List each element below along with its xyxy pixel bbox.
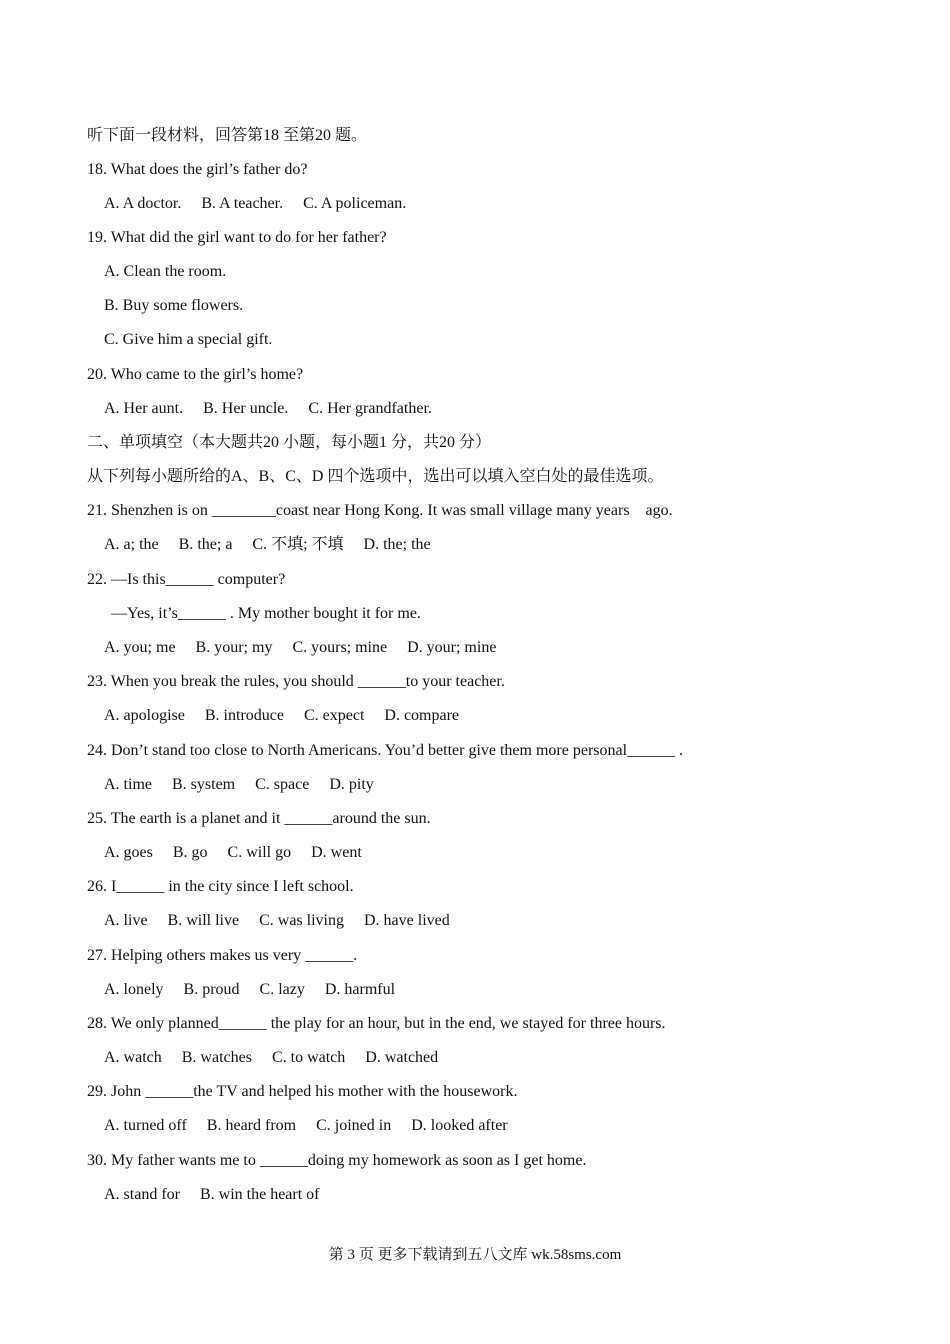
question-18-options: A. A doctor. B. A teacher. C. A policeman. — [104, 195, 407, 212]
question-29-options: A. turned off B. heard from C. joined in D. looked after — [104, 1117, 508, 1134]
question-23: 23. When you break the rules, you should ______to your teacher. — [87, 673, 505, 690]
question-25-options: A. goes B. go C. will go D. went — [104, 844, 362, 861]
question-26-options: A. live B. will live C. was living D. have lived — [104, 912, 450, 929]
question-20-options: A. Her aunt. B. Her uncle. C. Her grandfather. — [104, 400, 432, 417]
question-27-options: A. lonely B. proud C. lazy D. harmful — [104, 981, 396, 998]
question-27: 27. Helping others makes us very ______. — [87, 947, 358, 964]
question-22: 22. —Is this______ computer? — [87, 571, 286, 588]
question-19: 19. What did the girl want to do for her father? — [87, 229, 387, 246]
question-30-options: A. stand for B. win the heart of — [104, 1186, 320, 1203]
question-18: 18. What does the girl’s father do? — [87, 161, 308, 178]
section-instruction: 听下面一段材料，回答第18 至第20 题。 — [87, 127, 368, 144]
question-20: 20. Who came to the girl’s home? — [87, 366, 304, 383]
section-directions: 从下列每小题所给的A、B、C、D 四个选项中，选出可以填入空白处的最佳选项。 — [87, 468, 664, 485]
question-22-reply: —Yes, it’s______ . My mother bought it for me. — [111, 605, 421, 622]
question-19-option-c: C. Give him a special gift. — [104, 331, 273, 348]
question-23-options: A. apologise B. introduce C. expect D. compare — [104, 707, 460, 724]
question-28: 28. We only planned______ the play for an hour, but in the end, we stayed for three hours. — [87, 1015, 666, 1032]
section-heading: 二、单项填空（本大题共20 小题，每小题1 分，共20 分） — [87, 434, 492, 451]
question-26: 26. I______ in the city since I left school. — [87, 878, 354, 895]
question-28-options: A. watch B. watches C. to watch D. watched — [104, 1049, 439, 1066]
question-19-option-a: A. Clean the room. — [104, 263, 227, 280]
question-29: 29. John ______the TV and helped his mother with the housework. — [87, 1083, 518, 1100]
page-footer: 第 3 页 更多下载请到五八文库 wk.58sms.com — [328, 1247, 622, 1263]
question-25: 25. The earth is a planet and it ______around the sun. — [87, 810, 431, 827]
question-19-option-b: B. Buy some flowers. — [104, 297, 244, 314]
question-30: 30. My father wants me to ______doing my homework as soon as I get home. — [87, 1152, 587, 1169]
question-22-options: A. you; me B. your; my C. yours; mine D. your; mine — [104, 639, 497, 656]
question-24: 24. Don’t stand too close to North Americans. You’d better give them more personal______ . — [87, 742, 684, 759]
question-21: 21. Shenzhen is on ________coast near Hong Kong. It was small village many years ago. — [87, 502, 673, 519]
question-21-options: A. a; the B. the; a C. 不填; 不填 D. the; the — [104, 536, 431, 553]
question-24-options: A. time B. system C. space D. pity — [104, 776, 374, 793]
